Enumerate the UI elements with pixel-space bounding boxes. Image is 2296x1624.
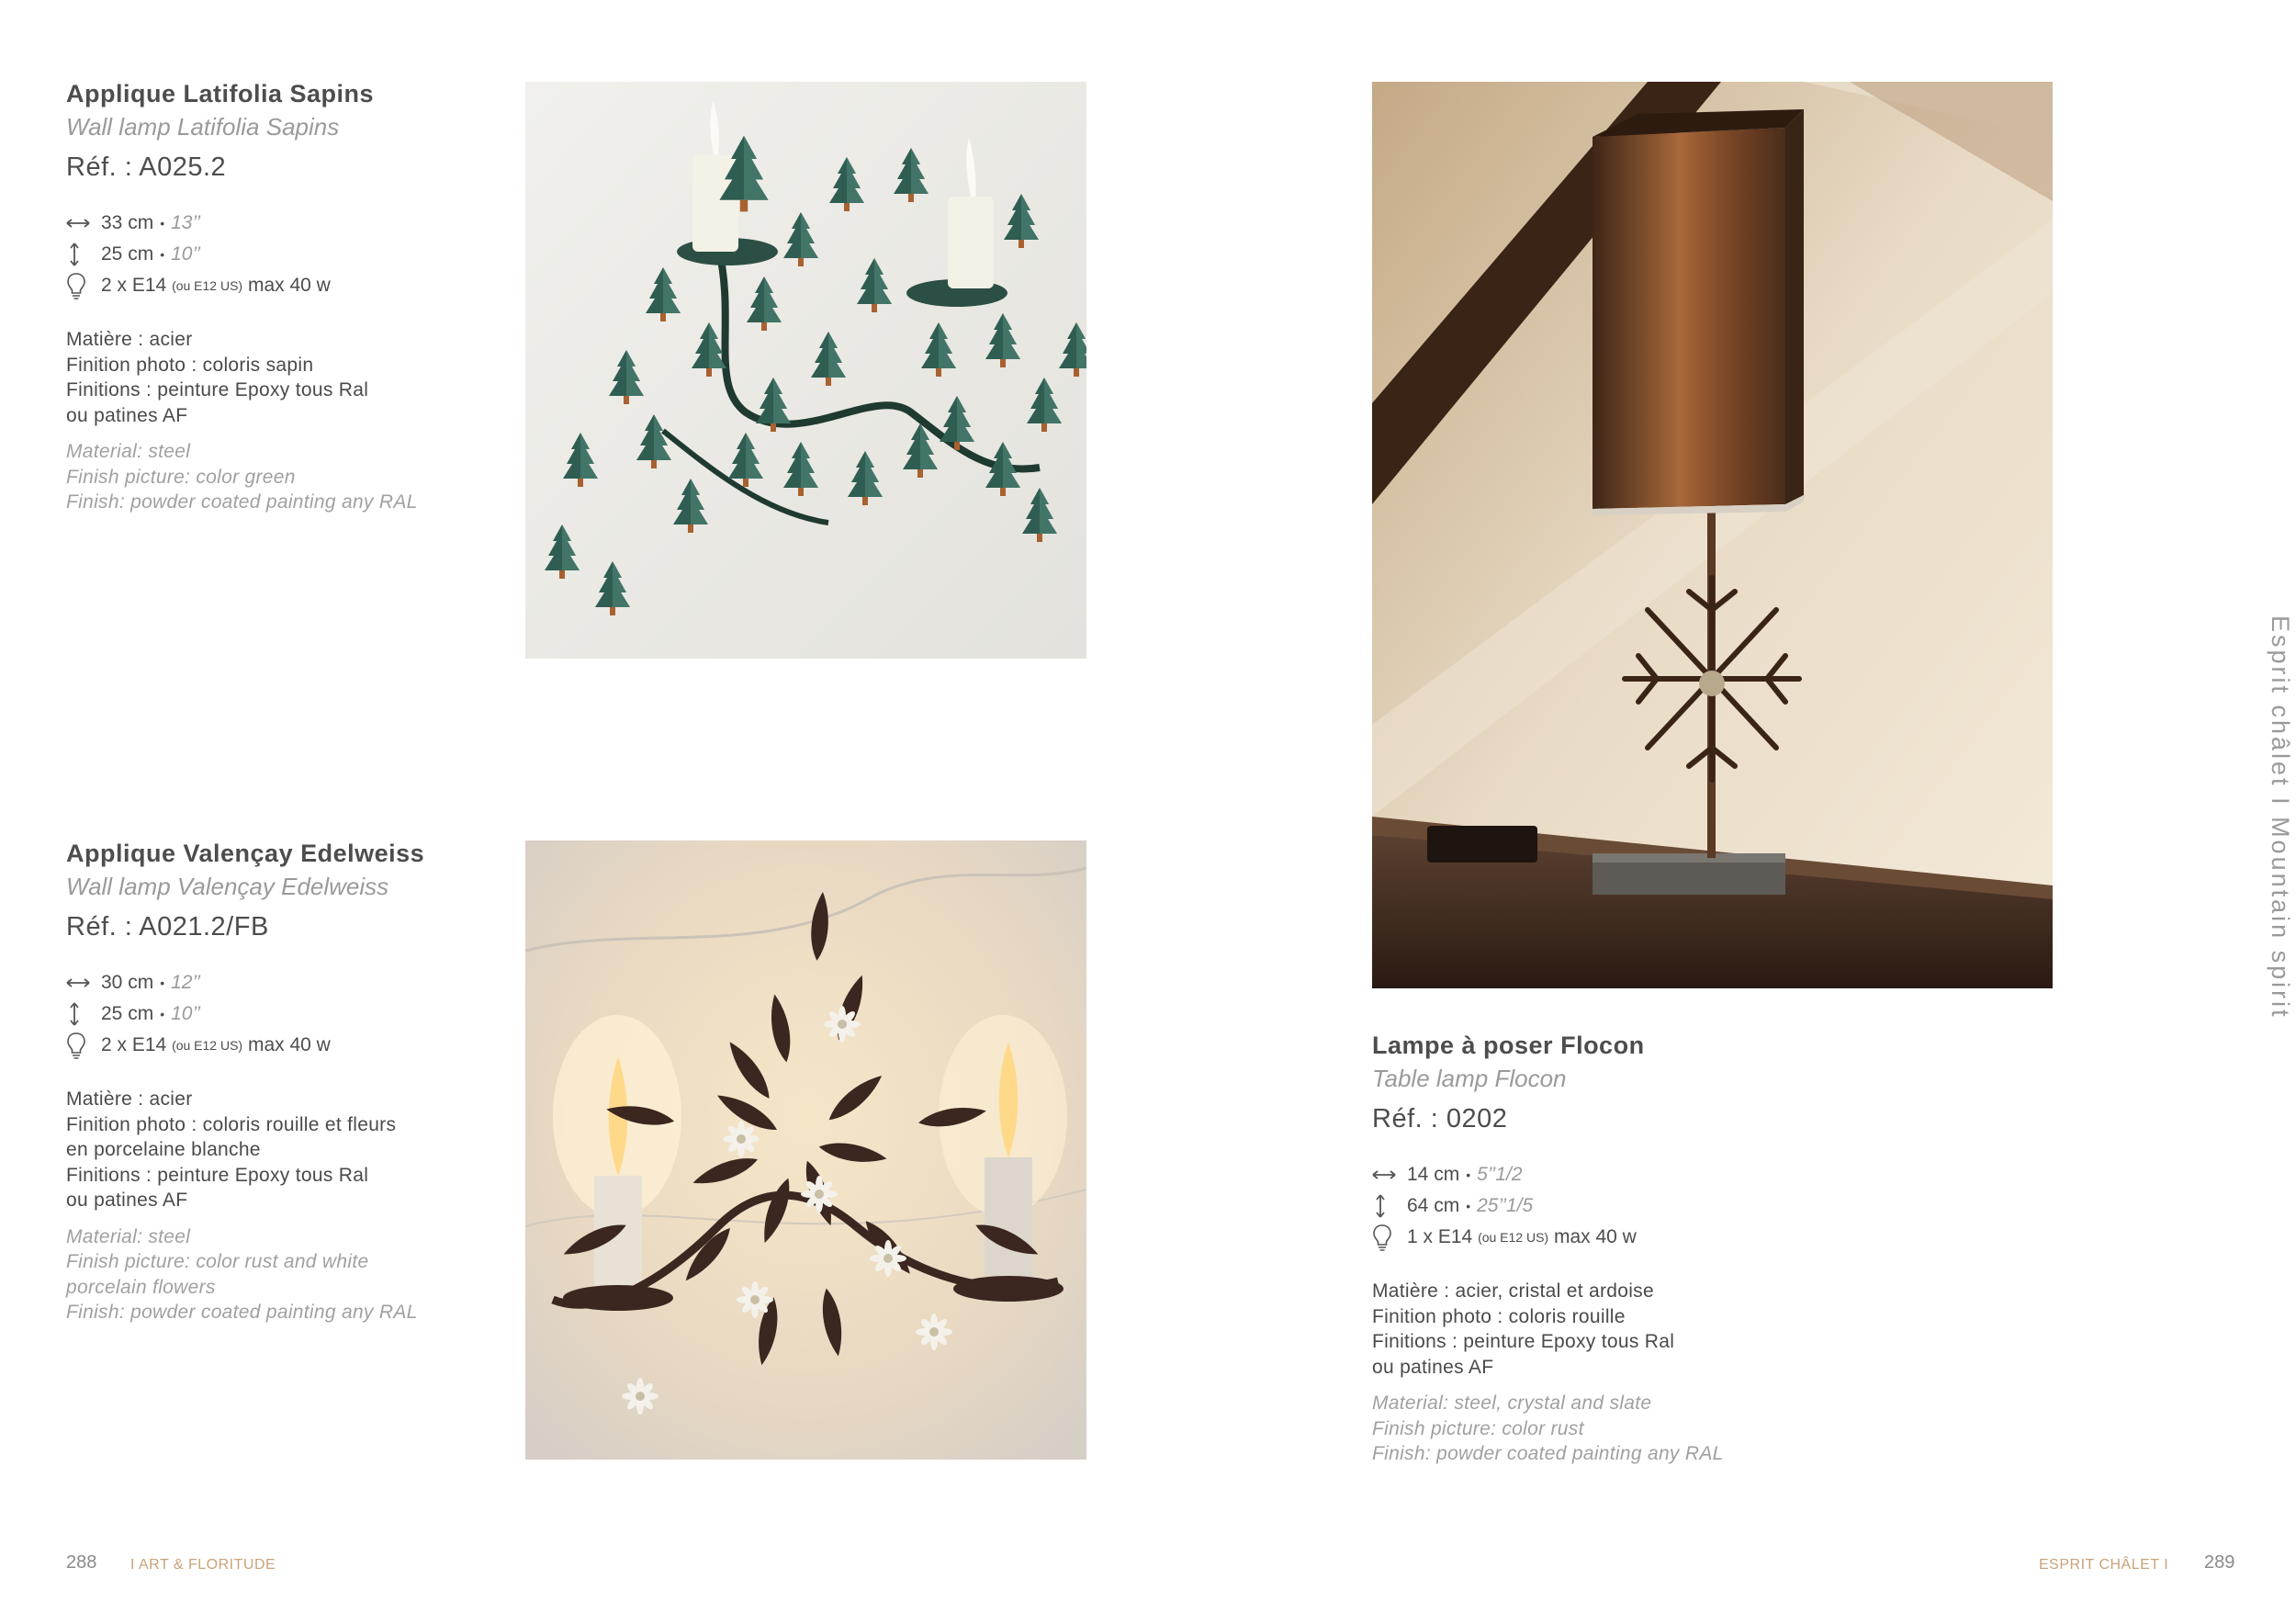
description-fr: Matière : acier Finition photo : coloris rouille et fleurs en porcelaine blanche Finitions : peinture Epoxy tous Ral ou patines AF (66, 1088, 397, 1211)
height-arrow-icon (1372, 1194, 1407, 1218)
dimensions (66, 208, 498, 301)
product-ref: Réf. : A021.2/FB (66, 912, 269, 942)
description-en: Material: steel, crystal and slate Finish picture: color rust Finish: powder coated painting any RAL (1372, 1393, 1724, 1464)
bulb-alt: (ou E12 US) (172, 1038, 243, 1053)
width-row: 33 cm • 13’’ (66, 208, 498, 239)
height-cm: 25 cm (101, 1003, 154, 1024)
footer-label-right: ESPRIT CHÂLET I (2039, 1557, 2169, 1573)
product-title: Lampe à poser Flocon (1372, 1032, 1645, 1059)
description-en: Material: steel Finish picture: color green Finish: powder coated painting any RAL (66, 441, 418, 513)
product-subtitle: Table lamp Flocon (1372, 1065, 1567, 1092)
width-cm: 14 cm (1407, 1164, 1460, 1185)
product-subtitle: Wall lamp Valençay Edelweiss (66, 873, 389, 900)
width-arrow-icon (66, 976, 101, 989)
product-subtitle: Wall lamp Latifolia Sapins (66, 113, 340, 141)
bulb-type: 2 x E14 (101, 1034, 167, 1055)
page-number-right: 289 (2204, 1552, 2235, 1573)
bulb-max: max 40 w (247, 1034, 331, 1055)
height-row: 25 cm • 10’’ (66, 998, 498, 1030)
product-flocon (1372, 1029, 1804, 1467)
footer-label-left: I ART & FLORITUDE (130, 1557, 276, 1573)
product-valencay (66, 837, 498, 1325)
width-in: 13’’ (171, 212, 201, 233)
bulb-row (66, 1030, 498, 1061)
description-fr: Matière : acier, cristal et ardoise Finition photo : coloris rouille Finitions : peinture Epoxy tous Ral ou patines AF (1372, 1280, 1675, 1378)
height-arrow-icon (66, 1002, 101, 1026)
width-cm: 30 cm (101, 972, 154, 993)
width-arrow-icon (1372, 1168, 1407, 1181)
photo-lampe-flocon (1372, 82, 2053, 988)
height-in: 10’’ (171, 1003, 201, 1024)
description-fr: Matière : acier Finition photo : coloris sapin Finitions : peinture Epoxy tous Ral ou patines AF (66, 329, 369, 426)
height-arrow-icon (66, 242, 101, 266)
height-row: 25 cm • 10’’ (66, 239, 498, 270)
width-cm: 33 cm (101, 212, 154, 233)
bulb-alt: (ou E12 US) (1478, 1230, 1549, 1245)
product-ref: Réf. : 0202 (1372, 1104, 1508, 1133)
width-in: 12’’ (171, 972, 201, 993)
dimensions (1372, 1159, 1804, 1253)
width-row: 14 cm • 5’’1/2 (1372, 1159, 1804, 1190)
height-cm: 25 cm (101, 243, 154, 265)
description-en: Material: steel Finish picture: color rust and white porcelain flowers Finish: powder coated painting any RAL (66, 1225, 418, 1323)
product-ref: Réf. : A025.2 (66, 152, 227, 182)
product-title: Applique Valençay Edelweiss (66, 840, 425, 867)
bulb-icon (66, 1032, 101, 1059)
bulb-max: max 40 w (247, 275, 331, 296)
height-in: 25’’1/5 (1477, 1195, 1534, 1216)
bulb-icon (1372, 1224, 1407, 1251)
bulb-row (66, 270, 498, 301)
width-row: 30 cm • 12’’ (66, 967, 498, 998)
photo-latifolia-sapins (525, 82, 1086, 659)
product-title: Applique Latifolia Sapins (66, 80, 375, 107)
width-arrow-icon (66, 217, 101, 230)
height-in: 10’’ (171, 243, 201, 265)
height-row: 64 cm • 25’’1/5 (1372, 1190, 1804, 1222)
page-number-left: 288 (66, 1552, 97, 1573)
dimensions (66, 967, 498, 1061)
section-side-label: Esprit châlet I Mountain spirit (2267, 615, 2294, 1020)
bulb-icon (66, 272, 101, 299)
width-in: 5’’1/2 (1477, 1164, 1523, 1185)
height-cm: 64 cm (1407, 1195, 1460, 1216)
bulb-row (1372, 1222, 1804, 1253)
bulb-max: max 40 w (1553, 1226, 1637, 1247)
bulb-type: 2 x E14 (101, 275, 167, 296)
product-latifolia (66, 77, 498, 515)
bulb-type: 1 x E14 (1407, 1226, 1473, 1247)
photo-valencay-edelweiss (525, 840, 1086, 1460)
bulb-alt: (ou E12 US) (172, 278, 243, 293)
